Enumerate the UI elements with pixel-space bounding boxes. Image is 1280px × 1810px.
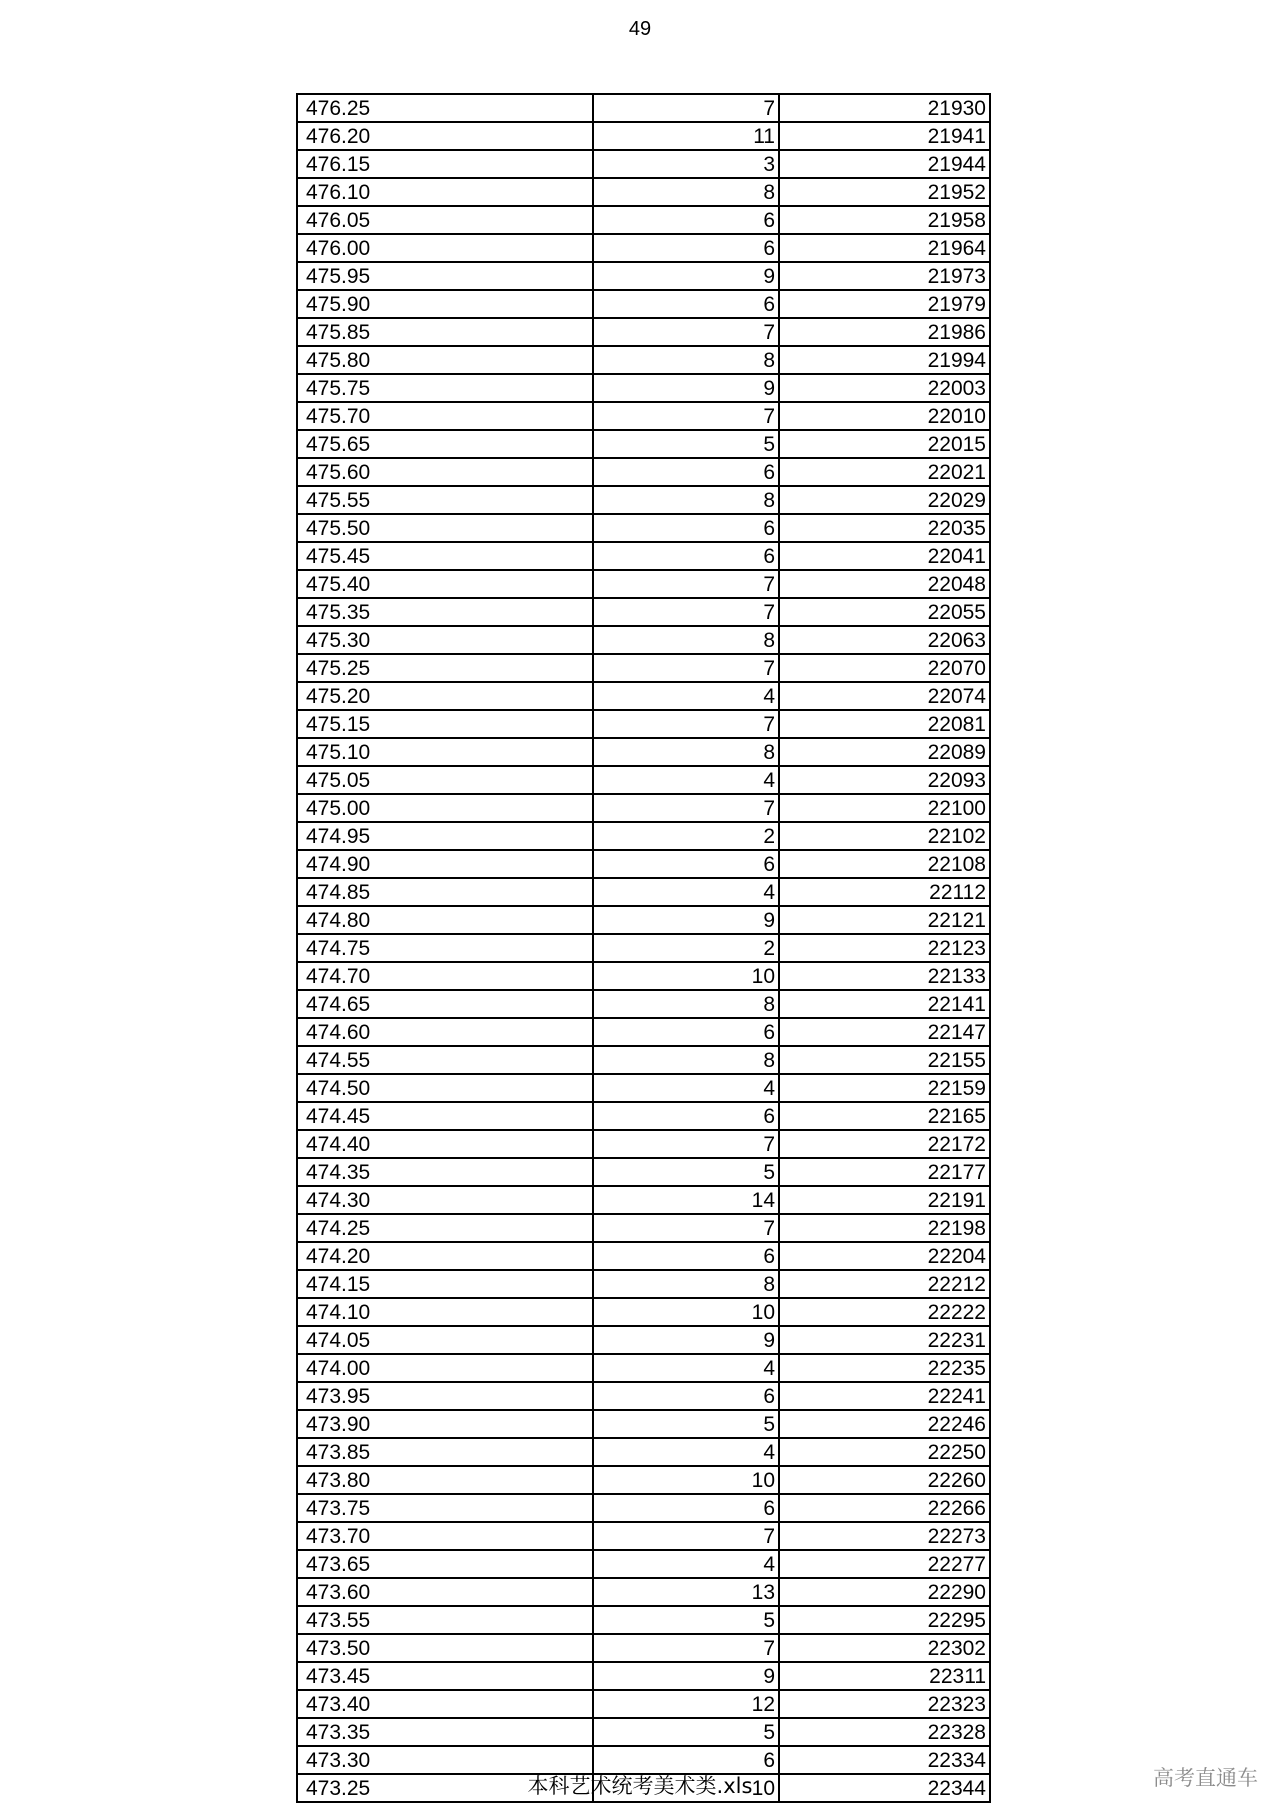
score-cell: 475.60 <box>297 458 593 486</box>
cumulative-cell: 22165 <box>779 1102 990 1130</box>
table-row <box>297 486 990 514</box>
table-row <box>297 626 990 654</box>
score-cell: 474.35 <box>297 1158 593 1186</box>
table-row <box>297 1494 990 1522</box>
score-cell: 473.35 <box>297 1718 593 1746</box>
table-row <box>297 738 990 766</box>
count-cell: 10 <box>593 1774 779 1802</box>
table-row <box>297 206 990 234</box>
count-cell: 7 <box>593 794 779 822</box>
score-cell: 474.40 <box>297 1130 593 1158</box>
cumulative-cell: 22155 <box>779 1046 990 1074</box>
count-cell: 6 <box>593 850 779 878</box>
score-cell: 475.05 <box>297 766 593 794</box>
count-cell: 8 <box>593 1270 779 1298</box>
cumulative-cell: 22177 <box>779 1158 990 1186</box>
score-cell: 474.10 <box>297 1298 593 1326</box>
cumulative-cell: 22172 <box>779 1130 990 1158</box>
score-cell: 473.85 <box>297 1438 593 1466</box>
count-cell: 9 <box>593 374 779 402</box>
table-row <box>297 1354 990 1382</box>
count-cell: 13 <box>593 1578 779 1606</box>
count-cell: 5 <box>593 1718 779 1746</box>
score-cell: 473.95 <box>297 1382 593 1410</box>
cumulative-cell: 22112 <box>779 878 990 906</box>
count-cell: 4 <box>593 1550 779 1578</box>
count-cell: 12 <box>593 1690 779 1718</box>
table-row <box>297 934 990 962</box>
score-cell: 474.20 <box>297 1242 593 1270</box>
score-cell: 473.70 <box>297 1522 593 1550</box>
cumulative-cell: 22344 <box>927 1776 986 1800</box>
cumulative-cell: 21958 <box>779 206 990 234</box>
table-row <box>297 318 990 346</box>
count-cell: 4 <box>593 766 779 794</box>
table-row <box>297 1214 990 1242</box>
score-cell: 474.00 <box>297 1354 593 1382</box>
count-cell: 5 <box>593 430 779 458</box>
count-cell: 7 <box>593 402 779 430</box>
count-cell: 7 <box>593 598 779 626</box>
count-cell: 7 <box>593 1214 779 1242</box>
score-cell: 476.20 <box>297 122 593 150</box>
count-cell: 7 <box>593 318 779 346</box>
table-row <box>297 1718 990 1746</box>
table-row <box>297 1522 990 1550</box>
cumulative-cell: 22029 <box>779 486 990 514</box>
cumulative-cell: 22266 <box>779 1494 990 1522</box>
table-row <box>297 94 990 122</box>
count-cell: 8 <box>593 486 779 514</box>
cumulative-cell: 22241 <box>779 1382 990 1410</box>
count-cell: 9 <box>593 1326 779 1354</box>
count-cell: 6 <box>593 1242 779 1270</box>
score-cell: 475.95 <box>297 262 593 290</box>
count-cell: 9 <box>593 262 779 290</box>
cumulative-cell: 22222 <box>779 1298 990 1326</box>
score-cell: 474.95 <box>297 822 593 850</box>
table-row <box>297 262 990 290</box>
cumulative-cell: 22070 <box>779 654 990 682</box>
table-row <box>297 1662 990 1690</box>
count-cell: 6 <box>593 1494 779 1522</box>
cumulative-cell: 22198 <box>779 1214 990 1242</box>
score-cell: 475.55 <box>297 486 593 514</box>
score-cell: 475.70 <box>297 402 593 430</box>
table-row <box>297 402 990 430</box>
table-row <box>297 458 990 486</box>
table-row <box>297 150 990 178</box>
cumulative-cell: 22015 <box>779 430 990 458</box>
table-row <box>297 878 990 906</box>
table-row <box>297 1270 990 1298</box>
cumulative-cell: 22323 <box>779 1690 990 1718</box>
score-cell: 474.15 <box>297 1270 593 1298</box>
score-cell: 475.45 <box>297 542 593 570</box>
score-cell: 475.25 <box>297 654 593 682</box>
count-cell: 7 <box>593 710 779 738</box>
table-row <box>297 654 990 682</box>
count-cell: 6 <box>593 206 779 234</box>
count-cell: 7 <box>593 1634 779 1662</box>
score-cell: 475.50 <box>297 514 593 542</box>
table-row <box>297 1578 990 1606</box>
score-cell: 473.30 <box>297 1746 593 1774</box>
cumulative-cell: 21930 <box>779 94 990 122</box>
score-cell: 474.25 <box>297 1214 593 1242</box>
table-row <box>297 1438 990 1466</box>
cumulative-cell: 22021 <box>779 458 990 486</box>
score-cell: 474.50 <box>297 1074 593 1102</box>
score-cell: 473.45 <box>297 1662 593 1690</box>
score-cell: 474.90 <box>297 850 593 878</box>
count-cell: 8 <box>593 1046 779 1074</box>
cumulative-cell: 22277 <box>779 1550 990 1578</box>
cumulative-cell: 22010 <box>779 402 990 430</box>
count-cell: 4 <box>593 1438 779 1466</box>
cumulative-cell: 22035 <box>779 514 990 542</box>
score-cell: 475.00 <box>297 794 593 822</box>
table-row <box>297 234 990 262</box>
cumulative-cell: 21986 <box>779 318 990 346</box>
count-cell: 9 <box>593 906 779 934</box>
score-cell: 475.40 <box>297 570 593 598</box>
cumulative-cell: 22295 <box>779 1606 990 1634</box>
table-row <box>297 906 990 934</box>
score-cell: 474.45 <box>297 1102 593 1130</box>
score-cell: 474.65 <box>297 990 593 1018</box>
cumulative-cell: 22302 <box>779 1634 990 1662</box>
table-row <box>297 1466 990 1494</box>
score-cell: 474.85 <box>297 878 593 906</box>
count-cell: 6 <box>593 514 779 542</box>
table-row <box>297 1634 990 1662</box>
count-cell: 10 <box>593 962 779 990</box>
count-cell: 7 <box>593 94 779 122</box>
table-row <box>297 1550 990 1578</box>
score-cell: 474.75 <box>297 934 593 962</box>
score-cell: 476.05 <box>297 206 593 234</box>
cumulative-cell: 22055 <box>779 598 990 626</box>
count-cell: 10 <box>593 1298 779 1326</box>
score-cell: 475.35 <box>297 598 593 626</box>
score-cell: 475.20 <box>297 682 593 710</box>
cumulative-cell: 22191 <box>779 1186 990 1214</box>
cumulative-cell: 22204 <box>779 1242 990 1270</box>
count-cell: 6 <box>593 1746 779 1774</box>
page-number: 49 <box>628 18 652 40</box>
table-row <box>297 1242 990 1270</box>
score-cell: 473.65 <box>297 1550 593 1578</box>
score-cell: 475.90 <box>297 290 593 318</box>
cumulative-cell: 22235 <box>779 1354 990 1382</box>
cumulative-cell: 22093 <box>779 766 990 794</box>
score-cell: 474.05 <box>297 1326 593 1354</box>
count-cell: 6 <box>593 1102 779 1130</box>
score-cell: 475.15 <box>297 710 593 738</box>
cumulative-cell: 22250 <box>779 1438 990 1466</box>
cumulative-cell: 22003 <box>779 374 990 402</box>
count-cell: 4 <box>593 1074 779 1102</box>
cumulative-cell: 22089 <box>779 738 990 766</box>
score-cell: 473.75 <box>297 1494 593 1522</box>
table-row <box>297 1606 990 1634</box>
cumulative-cell: 21941 <box>779 122 990 150</box>
score-cell: 474.55 <box>297 1046 593 1074</box>
table-row <box>297 1186 990 1214</box>
cumulative-cell: 22063 <box>779 626 990 654</box>
table-row <box>297 430 990 458</box>
count-cell: 7 <box>593 1522 779 1550</box>
count-cell: 5 <box>593 1410 779 1438</box>
count-cell: 6 <box>593 458 779 486</box>
cumulative-cell: 22102 <box>779 822 990 850</box>
table-row <box>297 514 990 542</box>
cumulative-cell: 22290 <box>779 1578 990 1606</box>
score-table-body <box>297 94 990 1802</box>
score-table <box>296 93 991 1803</box>
score-cell: 475.75 <box>297 374 593 402</box>
cumulative-cell: 22260 <box>779 1466 990 1494</box>
count-cell: 4 <box>593 682 779 710</box>
score-cell: 473.40 <box>297 1690 593 1718</box>
cumulative-cell: 21952 <box>779 178 990 206</box>
cumulative-cell: 22212 <box>779 1270 990 1298</box>
count-cell: 7 <box>593 654 779 682</box>
count-cell: 7 <box>593 1130 779 1158</box>
footer-filename: 本科艺术统考美术类.xls <box>527 1774 753 1798</box>
table-row <box>297 1298 990 1326</box>
count-cell: 6 <box>593 1018 779 1046</box>
count-cell: 9 <box>593 1662 779 1690</box>
count-cell: 8 <box>593 178 779 206</box>
count-cell: 5 <box>593 1158 779 1186</box>
table-row <box>297 1102 990 1130</box>
score-cell: 473.25 <box>297 1774 593 1802</box>
table-row <box>297 1046 990 1074</box>
count-cell: 6 <box>593 234 779 262</box>
table-row <box>297 1690 990 1718</box>
score-cell: 473.90 <box>297 1410 593 1438</box>
cumulative-cell: 22123 <box>779 934 990 962</box>
table-row <box>297 990 990 1018</box>
score-cell: 473.80 <box>297 1466 593 1494</box>
table-row <box>297 122 990 150</box>
cumulative-cell: 22328 <box>779 1718 990 1746</box>
count-cell: 3 <box>593 150 779 178</box>
cumulative-cell: 21973 <box>779 262 990 290</box>
count-cell: 5 <box>593 1606 779 1634</box>
table-row <box>297 682 990 710</box>
cumulative-cell: 22141 <box>779 990 990 1018</box>
table-row <box>297 1074 990 1102</box>
table-row <box>297 1018 990 1046</box>
table-row <box>297 850 990 878</box>
cumulative-cell: 22334 <box>779 1746 990 1774</box>
score-cell: 475.10 <box>297 738 593 766</box>
table-row <box>297 822 990 850</box>
score-cell: 473.50 <box>297 1634 593 1662</box>
count-cell: 4 <box>593 1354 779 1382</box>
table-row <box>297 346 990 374</box>
cumulative-cell: 22100 <box>779 794 990 822</box>
score-cell: 473.60 <box>297 1578 593 1606</box>
count-cell: 2 <box>593 822 779 850</box>
cumulative-cell: 21964 <box>779 234 990 262</box>
count-cell: 8 <box>593 738 779 766</box>
cumulative-cell: 22121 <box>779 906 990 934</box>
score-cell: 476.25 <box>297 94 593 122</box>
count-cell: 6 <box>593 542 779 570</box>
score-cell: 474.60 <box>297 1018 593 1046</box>
score-cell: 476.10 <box>297 178 593 206</box>
count-cell: 7 <box>593 570 779 598</box>
table-row <box>297 1410 990 1438</box>
score-cell: 475.85 <box>297 318 593 346</box>
table-row <box>297 766 990 794</box>
count-cell: 8 <box>593 346 779 374</box>
watermark: 高考直通车 <box>1153 1766 1258 1790</box>
cumulative-cell: 22048 <box>779 570 990 598</box>
cumulative-cell: 22273 <box>779 1522 990 1550</box>
cumulative-cell: 21979 <box>779 290 990 318</box>
cumulative-cell: 22311 <box>779 1662 990 1690</box>
table-row <box>297 570 990 598</box>
count-cell: 8 <box>593 626 779 654</box>
score-cell: 474.30 <box>297 1186 593 1214</box>
score-cell: 474.70 <box>297 962 593 990</box>
table-row <box>297 1130 990 1158</box>
score-cell: 473.55 <box>297 1606 593 1634</box>
cumulative-cell: 22081 <box>779 710 990 738</box>
table-row <box>297 1382 990 1410</box>
table-row <box>297 290 990 318</box>
table-row <box>297 794 990 822</box>
table-row <box>297 542 990 570</box>
score-cell: 474.80 <box>297 906 593 934</box>
cumulative-cell: 22246 <box>779 1410 990 1438</box>
cumulative-cell: 21994 <box>779 346 990 374</box>
cumulative-cell: 22159 <box>779 1074 990 1102</box>
score-cell: 476.00 <box>297 234 593 262</box>
cumulative-cell: 22108 <box>779 850 990 878</box>
table-row <box>297 598 990 626</box>
table-row <box>297 1326 990 1354</box>
cumulative-cell: 22147 <box>779 1018 990 1046</box>
cumulative-cell: 21944 <box>779 150 990 178</box>
table-row <box>297 962 990 990</box>
cumulative-cell: 22074 <box>779 682 990 710</box>
table-row <box>297 1158 990 1186</box>
count-cell: 14 <box>593 1186 779 1214</box>
count-cell: 10 <box>593 1466 779 1494</box>
cumulative-cell: 22231 <box>779 1326 990 1354</box>
score-cell: 475.65 <box>297 430 593 458</box>
count-cell: 6 <box>593 1382 779 1410</box>
count-cell: 11 <box>593 122 779 150</box>
table-row <box>297 178 990 206</box>
cumulative-cell: 22133 <box>779 962 990 990</box>
cumulative-cell: 22041 <box>779 542 990 570</box>
table-row <box>297 374 990 402</box>
count-cell: 8 <box>593 990 779 1018</box>
count-cell: 2 <box>593 934 779 962</box>
count-cell: 4 <box>593 878 779 906</box>
score-cell: 476.15 <box>297 150 593 178</box>
score-cell: 475.30 <box>297 626 593 654</box>
count-cell: 6 <box>593 290 779 318</box>
score-cell: 475.80 <box>297 346 593 374</box>
table-row <box>297 710 990 738</box>
